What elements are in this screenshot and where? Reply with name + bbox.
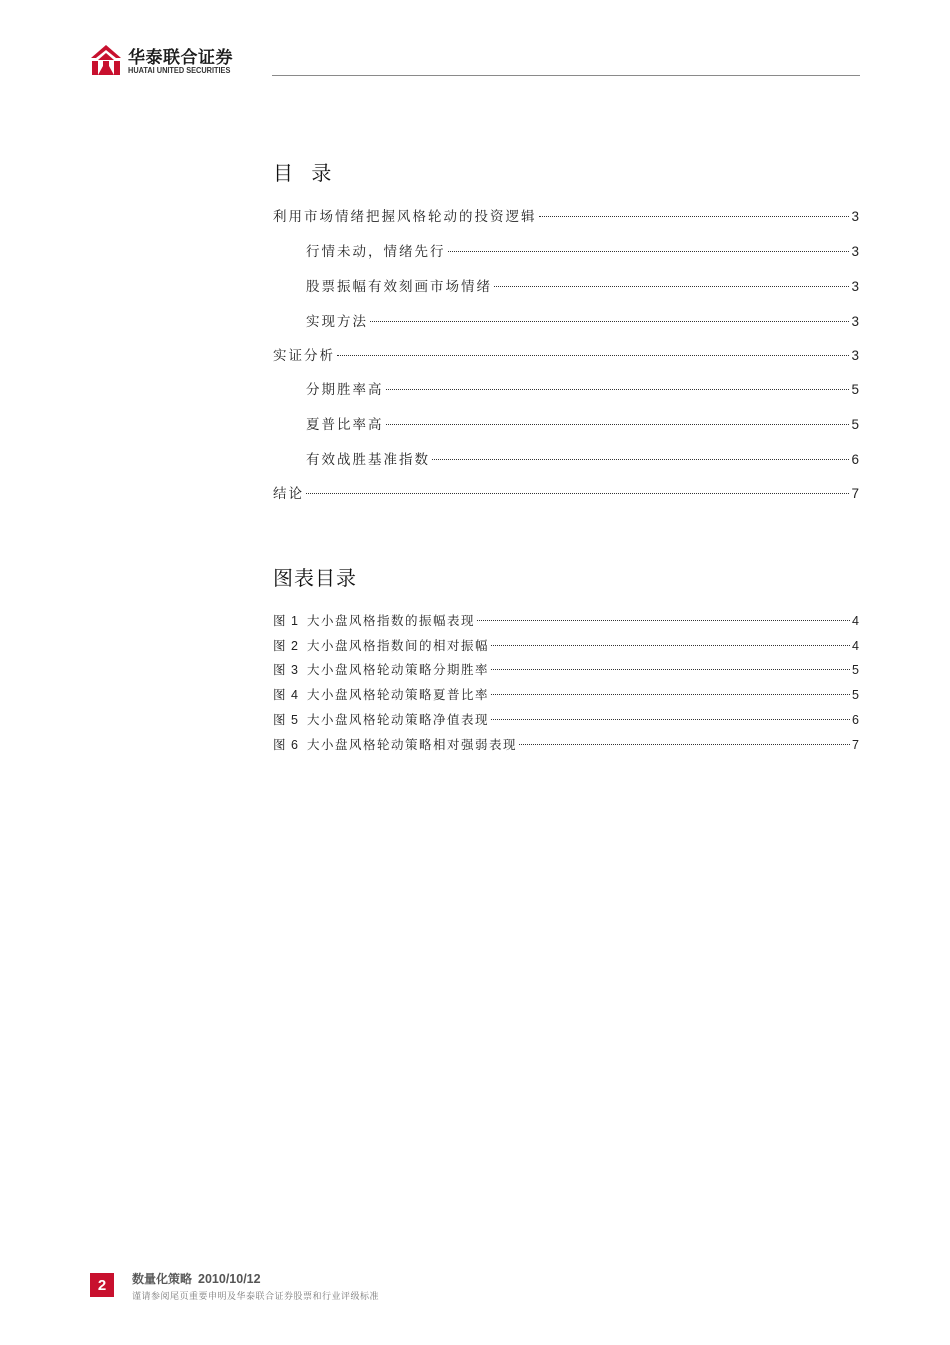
leader-dots (491, 645, 850, 646)
toc-entry[interactable] (273, 205, 859, 225)
leader-dots (432, 459, 849, 460)
figure-number: 图 2 (273, 639, 299, 653)
toc-entry[interactable] (306, 240, 859, 260)
toc-entry-label: 股票振幅有效刻画市场情绪 (306, 279, 492, 295)
figure-number: 图 4 (273, 688, 299, 702)
toc-entry-label: 夏普比率高 (306, 417, 384, 433)
toc-title: 目 录 (273, 161, 338, 185)
figure-caption: 大小盘风格轮动策略相对强弱表现 (306, 737, 517, 752)
figure-entry-label (273, 636, 489, 654)
toc-entry-label: 分期胜率高 (306, 382, 384, 398)
figure-number: 图 6 (273, 738, 299, 752)
figure-entry-label (273, 660, 489, 678)
brand-name-cn: 华泰联合证券 (128, 48, 233, 68)
leader-dots (491, 694, 850, 695)
figure-entry-label (273, 710, 489, 728)
figure-entry[interactable] (273, 636, 859, 654)
toc-entry-label: 结论 (273, 486, 304, 502)
figure-caption: 大小盘风格轮动策略分期胜率 (306, 662, 489, 677)
figure-entry-label (273, 735, 517, 753)
figure-entry-page: 7 (852, 738, 859, 752)
leader-dots (491, 719, 850, 720)
figure-entry-page: 6 (852, 713, 859, 727)
toc-entry-label: 实现方法 (306, 314, 368, 330)
figure-entry-page: 4 (852, 614, 859, 628)
figure-caption: 大小盘风格指数的振幅表现 (306, 613, 475, 628)
toc-entry-label: 行情未动，情绪先行 (306, 244, 446, 260)
figure-entry-label (273, 611, 475, 629)
toc-entry[interactable] (306, 275, 859, 295)
toc-entry-page: 3 (851, 209, 859, 224)
toc-entry[interactable] (306, 310, 859, 330)
leader-dots (386, 389, 850, 390)
header-divider (272, 75, 860, 76)
leader-dots (477, 620, 850, 621)
toc-entry-page: 5 (851, 417, 859, 432)
toc-entry-label: 有效战胜基准指数 (306, 452, 430, 468)
toc-entry-page: 3 (851, 279, 859, 294)
footer-date: 2010/10/12 (198, 1272, 261, 1286)
leader-dots (386, 424, 850, 425)
footer-report-type: 数量化策略 (132, 1272, 193, 1286)
toc-entry-page: 3 (851, 244, 859, 259)
toc-entry-label: 利用市场情绪把握风格轮动的投资逻辑 (273, 209, 537, 225)
figure-entry-page: 5 (852, 688, 859, 702)
footer-disclaimer: 谨请参阅尾页重要申明及华泰联合证券股票和行业评级标准 (132, 1292, 380, 1302)
brand-name-en: HUATAI UNITED SECURITIES (128, 66, 231, 75)
leader-dots (491, 669, 850, 670)
figure-entry-label (273, 685, 489, 703)
leader-dots (448, 251, 850, 252)
leader-dots (337, 355, 849, 356)
toc-entry[interactable] (273, 482, 859, 502)
footer-report-info (132, 1270, 261, 1287)
toc-entry[interactable] (306, 448, 859, 468)
figure-caption: 大小盘风格指数间的相对振幅 (306, 638, 489, 653)
toc-entry-page: 7 (851, 486, 859, 501)
toc-entry[interactable] (306, 378, 859, 398)
toc-entry-page: 6 (851, 452, 859, 467)
leader-dots (370, 321, 849, 322)
figure-number: 图 5 (273, 713, 299, 727)
figure-caption: 大小盘风格轮动策略净值表现 (306, 712, 489, 727)
figure-number: 图 3 (273, 663, 299, 677)
toc-entry-label: 实证分析 (273, 348, 335, 364)
figure-entry-page: 5 (852, 663, 859, 677)
toc-entry-page: 3 (851, 314, 859, 329)
figure-entry[interactable] (273, 710, 859, 728)
figure-entry[interactable] (273, 735, 859, 753)
figure-entry[interactable] (273, 660, 859, 678)
leader-dots (306, 493, 849, 494)
toc-entry[interactable] (273, 344, 859, 364)
toc-entry-page: 5 (851, 382, 859, 397)
figure-list-title: 图表目录 (273, 566, 357, 590)
leader-dots (519, 744, 850, 745)
toc-entry-page: 3 (851, 348, 859, 363)
figure-caption: 大小盘风格轮动策略夏普比率 (306, 687, 489, 702)
figure-entry-page: 4 (852, 639, 859, 653)
toc-entry[interactable] (306, 413, 859, 433)
figure-number: 图 1 (273, 614, 299, 628)
leader-dots (494, 286, 849, 287)
figure-entry[interactable] (273, 685, 859, 703)
huatai-logo-icon (90, 44, 122, 76)
figure-entry[interactable] (273, 611, 859, 629)
leader-dots (539, 216, 850, 217)
page-number-badge: 2 (90, 1273, 114, 1297)
